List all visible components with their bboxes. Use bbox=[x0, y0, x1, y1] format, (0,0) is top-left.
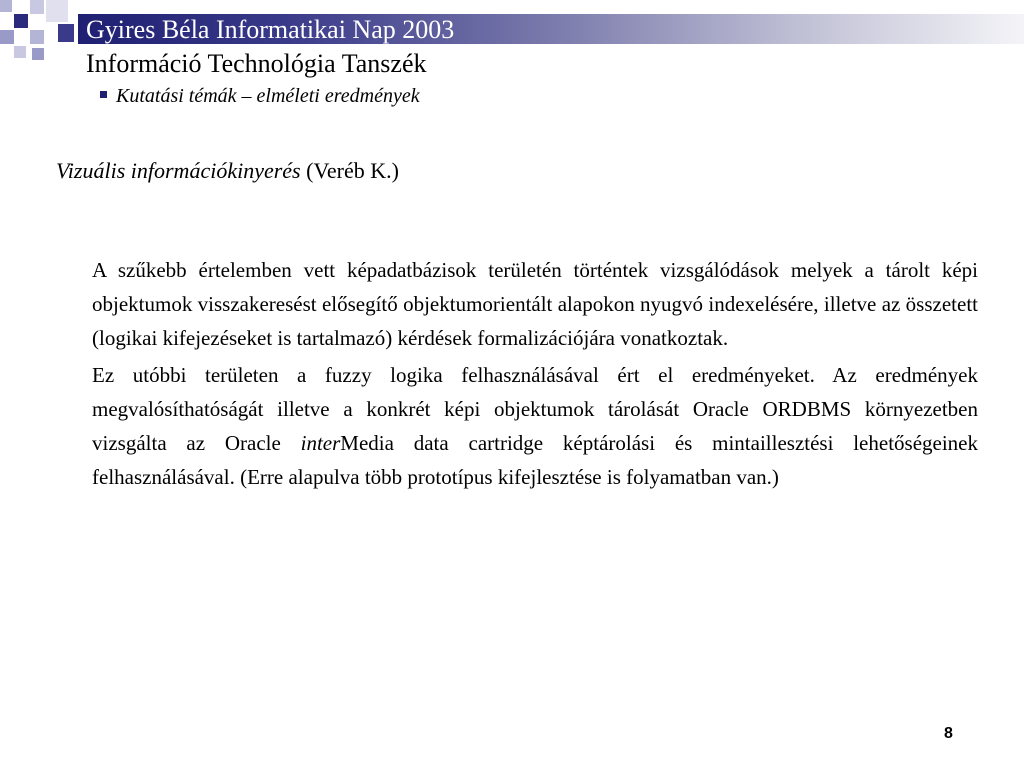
slide-subtitle: Információ Technológia Tanszék bbox=[86, 49, 427, 78]
decoration-square bbox=[30, 30, 44, 44]
paragraph-2-end: Media data cartridge képtárolási és mintaillesztési lehetőségeinek felhasználásával. (Erre alapulva több prototípus kifejlesztése is folyamatban van.) bbox=[92, 431, 978, 489]
decoration-square bbox=[0, 30, 14, 44]
paragraph-2-start: Ez utóbbi területen a fuzzy logika felhasználásával ért el eredményeket. Az eredmények megvalósíthatóságát illetve a konkrét képi objektumok tárolását Oracle ORDBMS környezetben vizsgálta az Oracle bbox=[92, 363, 978, 455]
corner-decoration bbox=[0, 0, 80, 70]
decoration-square bbox=[14, 46, 26, 58]
paragraph-2 bbox=[92, 358, 978, 494]
section-heading bbox=[56, 156, 399, 186]
bullet-item bbox=[100, 82, 420, 110]
slide-title: Gyires Béla Informatikai Nap 2003 bbox=[86, 15, 455, 44]
section-author: (Veréb K.) bbox=[300, 158, 399, 183]
decoration-square bbox=[32, 48, 44, 60]
bullet-square-icon bbox=[100, 91, 107, 98]
paragraph-1: A szűkebb értelemben vett képadatbázisok területén történtek vizsgálódások melyek a tárolt képi objektumok visszakeresést elősegítő objektumorientált alapokon nyugvó indexelésére, illetve az összetett (logikai kifejezéseket is tartalmazó) kérdések formalizációjára vonatkoztak. bbox=[92, 258, 978, 350]
paragraph-2-italic: inter bbox=[300, 431, 341, 455]
section-topic: Vizuális információkinyerés bbox=[56, 158, 301, 183]
decoration-square bbox=[46, 0, 68, 22]
title-bar bbox=[78, 14, 1024, 44]
decoration-square bbox=[58, 24, 74, 42]
decoration-square bbox=[0, 0, 12, 12]
bullet-text: Kutatási témák – elméleti eredmények bbox=[116, 85, 420, 107]
decoration-square bbox=[30, 0, 44, 14]
body-text bbox=[92, 253, 978, 494]
page-number: 8 bbox=[944, 725, 953, 742]
decoration-square bbox=[14, 14, 28, 28]
